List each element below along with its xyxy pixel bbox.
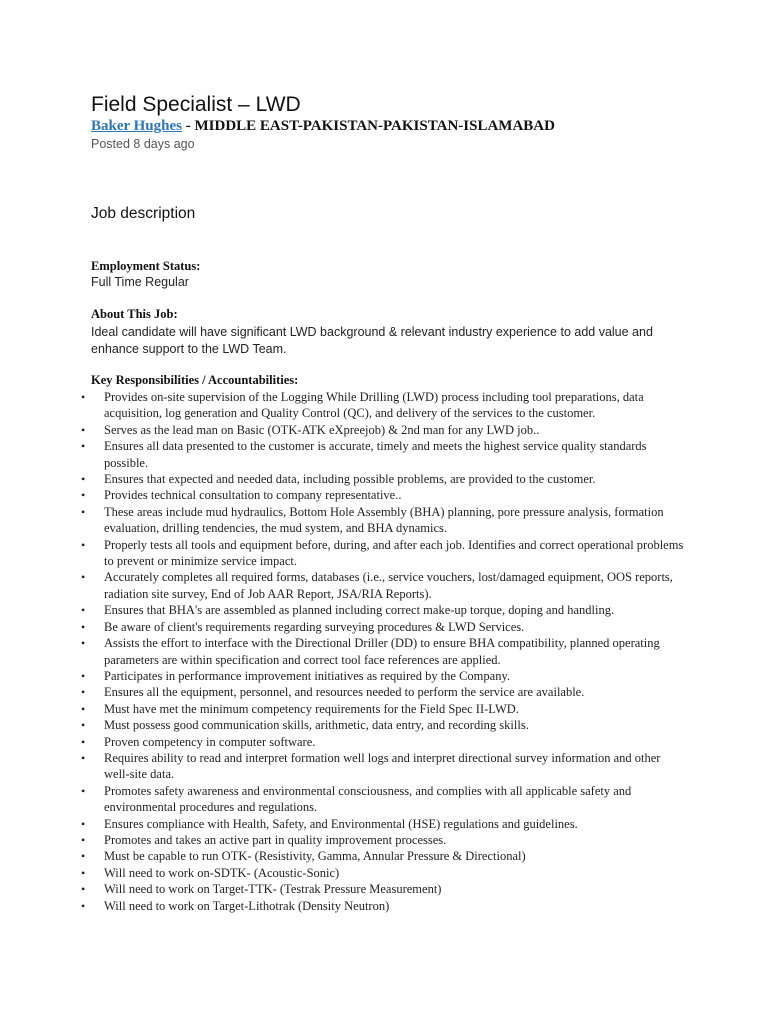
bullet-icon: • xyxy=(81,750,86,765)
responsibilities-label: Key Responsibilities / Accountabilities: xyxy=(91,373,299,387)
responsibility-text: Provides on-site supervision of the Logging While Drilling (LWD) process including tool preparations, data acquisition, log generation and Quality Control (QC), and delivery of the services to the customer. xyxy=(104,390,644,421)
responsibility-item xyxy=(75,668,685,684)
responsibility-item xyxy=(75,832,685,848)
responsibility-item xyxy=(75,635,685,668)
company-link[interactable]: Baker Hughes xyxy=(91,118,182,134)
responsibility-item xyxy=(75,717,685,733)
responsibility-text: Must have met the minimum competency requirements for the Field Spec II-LWD. xyxy=(104,701,519,716)
responsibility-item xyxy=(75,734,685,750)
responsibility-text: Must be capable to run OTK- (Resistivity, Gamma, Annular Pressure & Directional) xyxy=(104,849,526,864)
job-title: Field Specialist – LWD xyxy=(91,93,301,116)
responsibility-item xyxy=(75,898,685,914)
about-job-text: Ideal candidate will have significant LWD background & relevant industry experience to add value and enhance support to the LWD Team. xyxy=(91,325,653,356)
responsibility-item xyxy=(75,422,685,438)
responsibility-text: Ensures that BHA's are assembled as planned including correct make-up torque, doping and handling. xyxy=(104,603,615,618)
responsibility-text: Promotes safety awareness and environmental consciousness, and complies with all applicable safety and environmental procedures and regulations. xyxy=(104,783,632,815)
bullet-icon: • xyxy=(81,570,86,585)
responsibility-text: Provides technical consultation to company representative.. xyxy=(104,488,402,503)
employment-status-value: Full Time Regular xyxy=(91,275,189,289)
bullet-icon: • xyxy=(81,537,86,552)
responsibility-item xyxy=(75,389,685,422)
bullet-icon: • xyxy=(81,849,86,864)
responsibility-item xyxy=(75,537,685,570)
responsibility-item xyxy=(75,438,685,471)
responsibility-item xyxy=(75,750,685,783)
responsibility-item xyxy=(75,504,685,537)
responsibility-text: These areas include mud hydraulics, Bottom Hole Assembly (BHA) planning, pore pressure analysis, formation evaluation, drilling tendencies, the mud system, and BHA dynamics. xyxy=(104,504,664,536)
job-description-heading: Job description xyxy=(91,205,196,222)
bullet-icon: • xyxy=(81,390,86,404)
responsibility-text: Serves as the lead man on Basic (OTK-ATK eXpreejob) & 2nd man for any LWD job.. xyxy=(104,422,540,437)
bullet-icon: • xyxy=(81,734,86,749)
responsibility-text: Requires ability to read and interpret formation well logs and interpret directional survey information and other well-site data. xyxy=(104,750,661,782)
bullet-icon: • xyxy=(81,865,86,880)
bullet-icon: • xyxy=(81,882,86,897)
responsibility-item xyxy=(75,701,685,717)
bullet-icon: • xyxy=(81,488,86,503)
bullet-icon: • xyxy=(81,504,86,519)
bullet-icon: • xyxy=(81,832,86,847)
bullet-icon: • xyxy=(81,619,86,634)
responsibility-text: Ensures all the equipment, personnel, and resources needed to perform the service are available. xyxy=(104,685,585,700)
responsibility-text: Will need to work on Target-TTK- (Testrak Pressure Measurement) xyxy=(104,882,442,897)
bullet-icon: • xyxy=(81,472,86,487)
responsibility-text: Will need to work on Target-Lithotrak (Density Neutron) xyxy=(104,898,390,913)
responsibility-text: Ensures that expected and needed data, including possible problems, are provided to the customer. xyxy=(104,472,596,487)
responsibility-text: Will need to work on-SDTK- (Acoustic-Sonic) xyxy=(104,865,340,880)
responsibility-item xyxy=(75,881,685,897)
job-location: MIDDLE EAST-PAKISTAN-PAKISTAN-ISLAMABAD xyxy=(194,118,555,134)
responsibility-item xyxy=(75,783,685,816)
about-job-label: About This Job: xyxy=(91,307,178,321)
responsibility-item xyxy=(75,487,685,503)
responsibility-text: Accurately completes all required forms, databases (i.e., service vouchers, lost/damaged equipment, OOS reports, radiation site survey, End of Job AAR Report, JSA/RIA Reports). xyxy=(104,570,673,601)
responsibility-item xyxy=(75,602,685,618)
bullet-icon: • xyxy=(81,422,86,437)
responsibility-item xyxy=(75,471,685,487)
responsibility-item xyxy=(75,684,685,700)
responsibility-text: Participates in performance improvement initiatives as required by the Company. xyxy=(104,668,511,683)
responsibility-text: Properly tests all tools and equipment before, during, and after each job. Identifies and correct operational problems to prevent or minimize service impact. xyxy=(104,537,684,569)
bullet-icon: • xyxy=(81,718,86,733)
responsibility-text: Assists the effort to interface with the Directional Driller (DD) to ensure BHA compatibility, planned operating parameters are within specification and correct tool face references are applied. xyxy=(104,636,660,667)
bullet-icon: • xyxy=(81,898,86,913)
bullet-icon: • xyxy=(81,636,86,651)
responsibility-item xyxy=(75,619,685,635)
responsibility-item xyxy=(75,569,685,602)
bullet-icon: • xyxy=(81,439,86,454)
responsibility-text: Promotes and takes an active part in quality improvement processes. xyxy=(104,832,447,847)
responsibility-text: Must possess good communication skills, arithmetic, data entry, and recording skills. xyxy=(104,718,529,733)
responsibility-text: Ensures compliance with Health, Safety, and Environmental (HSE) regulations and guidelines. xyxy=(104,816,578,831)
responsibility-item xyxy=(75,848,685,864)
bullet-icon: • xyxy=(81,603,86,618)
responsibility-text: Ensures all data presented to the customer is accurate, timely and meets the highest service quality standards possible. xyxy=(104,439,647,470)
responsibility-item xyxy=(75,816,685,832)
company-location-line xyxy=(91,118,555,135)
bullet-icon: • xyxy=(81,816,86,831)
posted-date: Posted 8 days ago xyxy=(91,137,195,151)
bullet-icon: • xyxy=(81,783,86,798)
employment-status-label: Employment Status: xyxy=(91,259,201,273)
responsibility-item xyxy=(75,865,685,881)
company-separator: - xyxy=(182,118,195,134)
bullet-icon: • xyxy=(81,701,86,716)
responsibility-text: Proven competency in computer software. xyxy=(104,734,316,749)
bullet-icon: • xyxy=(81,668,86,683)
responsibility-text: Be aware of client's requirements regarding surveying procedures & LWD Services. xyxy=(104,619,525,634)
bullet-icon: • xyxy=(81,685,86,700)
responsibilities-list xyxy=(75,389,685,914)
